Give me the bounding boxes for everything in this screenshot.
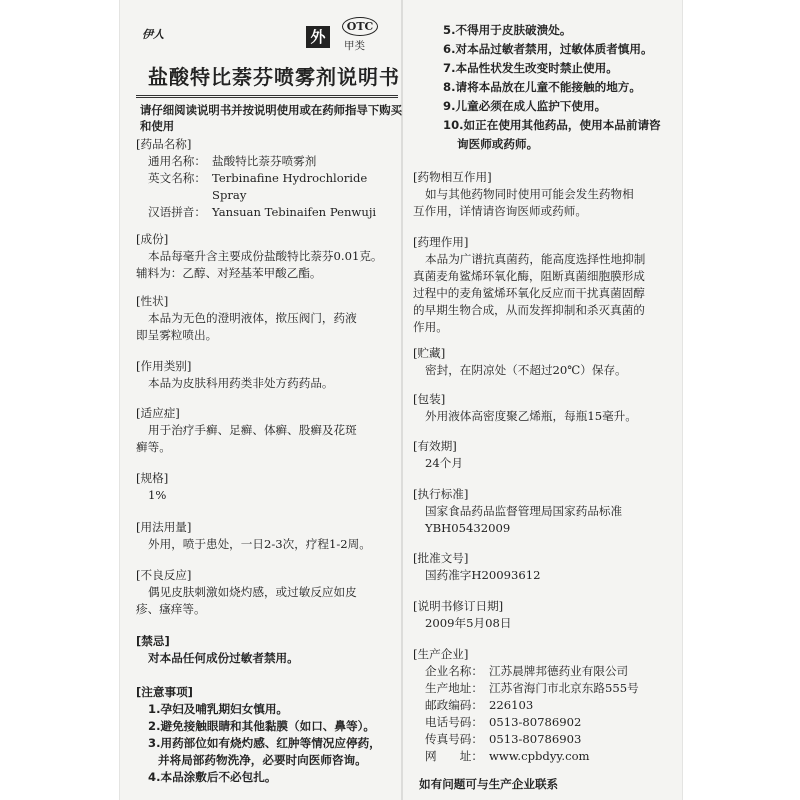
- list-item: 并将局部药物洗净，必要时向医师咨询。: [158, 753, 367, 767]
- list-item: 1.孕妇及哺乳期妇女慎用。: [148, 702, 289, 716]
- text-line: 本品每毫升含主要成份盐酸特比萘芬0.01克。: [148, 249, 383, 263]
- text-line: YBH05432009: [425, 521, 511, 535]
- section-heading: [药物相互作用]: [413, 170, 492, 184]
- field-value: 0513-80786903: [489, 732, 582, 746]
- section-heading: [适应症]: [136, 406, 180, 420]
- section-heading: [生产企业]: [413, 647, 469, 661]
- section-standard: [413, 486, 622, 537]
- section-precautions-continued: [443, 21, 661, 154]
- field-value: 盐酸特比萘芬喷雾剂: [212, 154, 317, 168]
- section-heading: [有效期]: [413, 439, 457, 453]
- text-line: 国药准字H20093612: [425, 568, 541, 582]
- section-heading: [规格]: [136, 471, 169, 485]
- section-manufacturer: [413, 646, 639, 765]
- section-heading: [药理作用]: [413, 235, 469, 249]
- field-value: 226103: [489, 698, 534, 712]
- list-item: 8.请将本品放在儿童不能接触的地方。: [443, 80, 641, 94]
- list-item: 2.避免接触眼睛和其他黏膜（如口、鼻等）。: [148, 719, 375, 733]
- field-value: 0513-80786902: [489, 715, 582, 729]
- section-validity: [413, 438, 463, 472]
- list-item: 6.对本品过敏者禁用，过敏体质者慎用。: [443, 42, 653, 56]
- section-heading: [不良反应]: [136, 568, 192, 582]
- usage-notice: 请仔细阅读说明书并按说明使用或在药师指导下购买和使用: [140, 103, 402, 133]
- section-composition: [136, 231, 383, 282]
- field-label: 生产地址：: [425, 681, 483, 695]
- section-drug-name: [136, 136, 376, 221]
- section-packaging: [413, 391, 637, 425]
- field-value: 江苏省海门市北京东路555号: [489, 681, 639, 695]
- field-value: Spray: [212, 188, 247, 202]
- field-label: 英文名称：: [148, 171, 206, 185]
- table-row: [413, 697, 639, 714]
- text-line: 本品为广谱抗真菌药，能高度选择性地抑制: [425, 252, 646, 266]
- field-label: 汉语拼音：: [148, 205, 206, 219]
- section-pharmacology: [413, 234, 645, 336]
- list-item: 3.用药部位如有烧灼感、红肿等情况应停药，: [148, 736, 381, 750]
- section-approval-number: [413, 550, 541, 584]
- section-storage: [413, 345, 627, 379]
- section-heading: [成份]: [136, 232, 169, 246]
- title-divider-thin: [136, 97, 398, 98]
- field-label: 电话号码：: [425, 715, 483, 729]
- field-value: www.cpbdyy.com: [489, 749, 590, 763]
- list-item: 10.如正在使用其他药品，使用本品前请咨: [443, 118, 661, 132]
- section-dosage: [136, 519, 371, 553]
- text-line: 1%: [148, 488, 167, 502]
- section-heading: [作用类别]: [136, 359, 192, 373]
- text-line: 本品为无色的澄明液体，揿压阀门，药液: [148, 311, 357, 325]
- text-line: 密封，在阴凉处（不超过20℃）保存。: [425, 363, 627, 377]
- page-title: 盐酸特比萘芬喷雾剂说明书: [148, 65, 400, 89]
- list-item: 4.本品涂敷后不必包扎。: [148, 770, 277, 784]
- section-heading: [性状]: [136, 294, 169, 308]
- section-spec: [136, 470, 168, 504]
- list-item: 询医师或药师。: [457, 137, 539, 151]
- section-adverse-reactions: [136, 567, 357, 618]
- title-divider: [136, 95, 398, 96]
- text-line: 的早期生物合成，从而发挥抑制和杀灭真菌的: [413, 303, 645, 317]
- section-interactions: [413, 169, 634, 220]
- list-item: 5.不得用于皮肤破溃处。: [443, 23, 572, 37]
- field-label: 企业名称：: [425, 664, 483, 678]
- contact-footer: 如有问题可与生产企业联系: [419, 777, 559, 791]
- field-label: 网 址：: [425, 749, 483, 763]
- text-line: 即呈雾粒喷出。: [136, 328, 218, 342]
- section-heading: [禁忌]: [136, 634, 170, 648]
- field-label: 通用名称：: [148, 154, 206, 168]
- text-line: 作用。: [413, 320, 448, 334]
- table-row: [413, 748, 639, 765]
- section-heading: [批准文号]: [413, 551, 469, 565]
- text-line: 疹、瘙痒等。: [136, 602, 206, 616]
- otc-badge: OTC: [342, 17, 378, 36]
- text-line: 24个月: [425, 456, 463, 470]
- section-indications: [136, 405, 357, 456]
- section-heading: [注意事项]: [136, 685, 193, 699]
- field-label: 传真号码：: [425, 732, 483, 746]
- table-row: [413, 680, 639, 697]
- text-line: 2009年5月08日: [425, 616, 512, 630]
- text-line: 偶见皮肤刺激如烧灼感，或过敏反应如皮: [148, 585, 357, 599]
- section-heading: [贮藏]: [413, 346, 446, 360]
- field-value: Yansuan Tebinaifen Penwuji: [212, 205, 377, 219]
- field-label: 邮政编码：: [425, 698, 483, 712]
- section-contraindications: [136, 633, 299, 667]
- section-precautions: [136, 684, 381, 786]
- list-item: 9.儿童必须在成人监护下使用。: [443, 99, 607, 113]
- text-line: 外用液体高密度聚乙烯瓶，每瓶15毫升。: [425, 409, 637, 423]
- external-use-badge: 外: [306, 26, 330, 48]
- text-line: 过程中的麦角鲨烯环氧化反应而干扰真菌固醇: [413, 286, 645, 300]
- otc-class-label: 甲类: [344, 40, 365, 52]
- text-line: 国家食品药品监督管理局国家药品标准: [425, 504, 623, 518]
- section-category: [136, 358, 334, 392]
- text-line: 外用，喷于患处，一日2-3次，疗程1-2周。: [148, 537, 371, 551]
- text-line: 用于治疗手癣、足癣、体癣、股癣及花斑: [148, 423, 357, 437]
- text-line: 本品为皮肤科用药类非处方药药品。: [148, 376, 334, 390]
- section-heading: [用法用量]: [136, 520, 192, 534]
- section-heading: [说明书修订日期]: [413, 599, 504, 613]
- text-line: 如与其他药物同时使用可能会发生药物相: [425, 187, 634, 201]
- table-row: [413, 663, 639, 680]
- text-line: 对本品任何成份过敏者禁用。: [148, 651, 299, 665]
- brand-logo: 伊人: [142, 28, 164, 41]
- section-heading: [药品名称]: [136, 137, 192, 151]
- field-value: Terbinafine Hydrochloride: [212, 171, 368, 185]
- text-line: 互作用，详情请咨询医师或药师。: [413, 204, 587, 218]
- section-heading: [包装]: [413, 392, 446, 406]
- section-heading: [执行标准]: [413, 487, 469, 501]
- table-row: [413, 714, 639, 731]
- text-line: 真菌麦角鲨烯环氧化酶，阻断真菌细胞膜形成: [413, 269, 645, 283]
- list-item: 7.本品性状发生改变时禁止使用。: [443, 61, 618, 75]
- text-line: 辅料为：乙醇、对羟基苯甲酸乙酯。: [136, 266, 322, 280]
- table-row: [413, 731, 639, 748]
- field-value: 江苏晨牌邦德药业有限公司: [489, 664, 629, 678]
- text-line: 癣等。: [136, 440, 171, 454]
- section-revision-date: [413, 598, 511, 632]
- section-appearance: [136, 293, 357, 344]
